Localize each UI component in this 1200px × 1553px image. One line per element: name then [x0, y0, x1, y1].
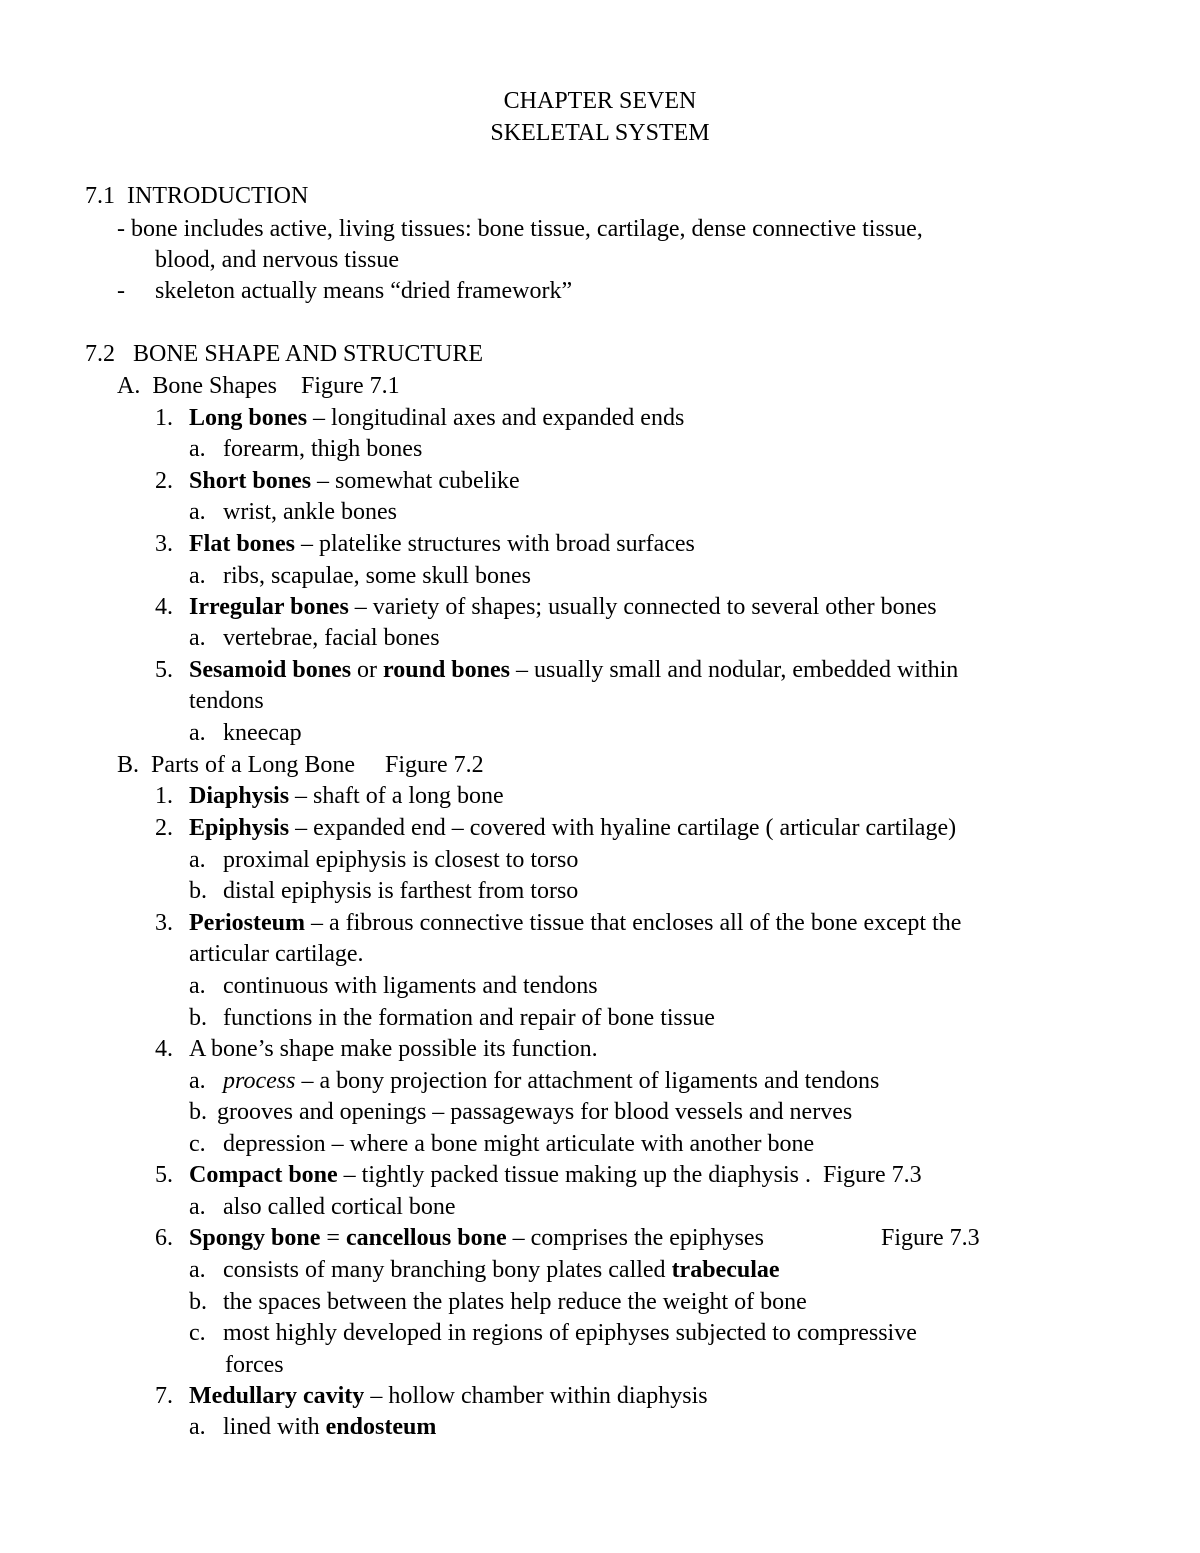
item-number: 1. — [155, 405, 173, 431]
sub-item: the spaces between the plates help reduce the weight of bone — [223, 1289, 807, 1315]
section-heading-7-1 — [85, 181, 308, 211]
list-item-continuation: tendons — [189, 688, 264, 714]
sub-item: ribs, scapulae, some skull bones — [223, 563, 531, 589]
sub-item-letter: a. — [189, 499, 206, 525]
sub-item: continuous with ligaments and tendons — [223, 973, 598, 999]
item-number: 7. — [155, 1383, 173, 1409]
item-number: 5. — [155, 1162, 173, 1188]
sub-item-letter: c. — [189, 1131, 206, 1157]
sub-item-letter: b. — [189, 1099, 207, 1125]
list-item: Flat bones – platelike structures with broad surfaces — [189, 531, 695, 557]
item-number: 3. — [155, 910, 173, 936]
sub-item-letter: a. — [189, 1257, 206, 1283]
section-title: BONE SHAPE AND STRUCTURE — [133, 341, 484, 367]
section-number: 7.2 — [85, 341, 115, 367]
subsection-heading-a: A. Bone Shapes Figure 7.1 — [117, 373, 400, 399]
subsection-heading-b: B. Parts of a Long Bone Figure 7.2 — [117, 752, 484, 778]
figure-ref: Figure 7.2 — [384, 752, 484, 778]
sub-item-letter: a. — [189, 973, 206, 999]
list-item: Spongy bone = cancellous bone – comprises the epiphyses — [189, 1225, 764, 1251]
item-number: 1. — [155, 783, 173, 809]
item-number: 5. — [155, 657, 173, 683]
list-item: Sesamoid bones or round bones – usually small and nodular, embedded within — [189, 657, 959, 683]
sub-item-letter: a. — [189, 720, 206, 746]
bullet-item: skeleton actually means “dried framework” — [155, 278, 573, 304]
sub-item-letter: b. — [189, 878, 207, 904]
sub-item: kneecap — [223, 720, 302, 746]
sub-item: functions in the formation and repair of bone tissue — [223, 1005, 715, 1031]
sub-item: vertebrae, facial bones — [223, 625, 440, 651]
section-number: 7.1 — [85, 183, 115, 209]
sub-item-letter: a. — [189, 625, 206, 651]
list-item: Irregular bones – variety of shapes; usually connected to several other bones — [189, 594, 937, 620]
sub-item: forearm, thigh bones — [223, 436, 423, 462]
item-number: 6. — [155, 1225, 173, 1251]
chapter-number: CHAPTER SEVEN — [503, 88, 697, 114]
list-item: Medullary cavity – hollow chamber within diaphysis — [189, 1383, 708, 1409]
sub-item-letter: c. — [189, 1320, 206, 1346]
sub-item: proximal epiphysis is closest to torso — [223, 847, 579, 873]
sub-item: depression – where a bone might articulate with another bone — [223, 1131, 815, 1157]
list-item: Diaphysis – shaft of a long bone — [189, 783, 504, 809]
sub-item: consists of many branching bony plates called trabeculae — [223, 1257, 780, 1283]
list-item: Compact bone – tightly packed tissue making up the diaphysis . Figure 7.3 — [189, 1162, 922, 1188]
figure-ref: Figure 7.1 — [301, 373, 400, 399]
figure-ref: Figure 7.3 — [881, 1225, 980, 1251]
sub-item-continuation: forces — [225, 1352, 284, 1378]
bullet-item: - bone includes active, living tissues: bone tissue, cartilage, dense connective tissue, — [117, 216, 923, 242]
item-number: 4. — [155, 594, 173, 620]
section-title: INTRODUCTION — [127, 183, 309, 209]
sub-item: lined with endosteum — [223, 1414, 437, 1440]
sub-item-letter: b. — [189, 1289, 207, 1315]
list-item: Short bones – somewhat cubelike — [189, 468, 520, 494]
sub-item-letter: a. — [189, 847, 206, 873]
bullet-marker: - — [117, 278, 125, 304]
item-number: 2. — [155, 815, 173, 841]
sub-item: also called cortical bone — [223, 1194, 456, 1220]
bullet-continuation: blood, and nervous tissue — [155, 247, 399, 273]
sub-item-letter: a. — [189, 1414, 206, 1440]
list-item: Periosteum – a fibrous connective tissue that encloses all of the bone except the — [189, 910, 962, 936]
sub-item: process – a bony projection for attachment of ligaments and tendons — [223, 1068, 880, 1094]
item-number: 4. — [155, 1036, 173, 1062]
list-item: A bone’s shape make possible its function. — [189, 1036, 598, 1062]
chapter-title: SKELETAL SYSTEM — [490, 120, 710, 146]
sub-item: wrist, ankle bones — [223, 499, 397, 525]
sub-item-letter: a. — [189, 1068, 206, 1094]
sub-item: grooves and openings – passageways for blood vessels and nerves — [217, 1099, 853, 1125]
sub-item: distal epiphysis is farthest from torso — [223, 878, 579, 904]
sub-item-letter: a. — [189, 563, 206, 589]
item-number: 3. — [155, 531, 173, 557]
sub-item: most highly developed in regions of epiphyses subjected to compressive — [223, 1320, 917, 1346]
sub-item-letter: a. — [189, 1194, 206, 1220]
figure-ref: Figure 7.3 — [822, 1162, 922, 1188]
item-number: 2. — [155, 468, 173, 494]
sub-item-letter: b. — [189, 1005, 207, 1031]
sub-item-letter: a. — [189, 436, 206, 462]
list-item: Epiphysis – expanded end – covered with hyaline cartilage ( articular cartilage) — [189, 815, 957, 841]
list-item-continuation: articular cartilage. — [189, 941, 364, 967]
section-heading-7-2 — [85, 339, 483, 369]
list-item: Long bones – longitudinal axes and expanded ends — [189, 405, 685, 431]
